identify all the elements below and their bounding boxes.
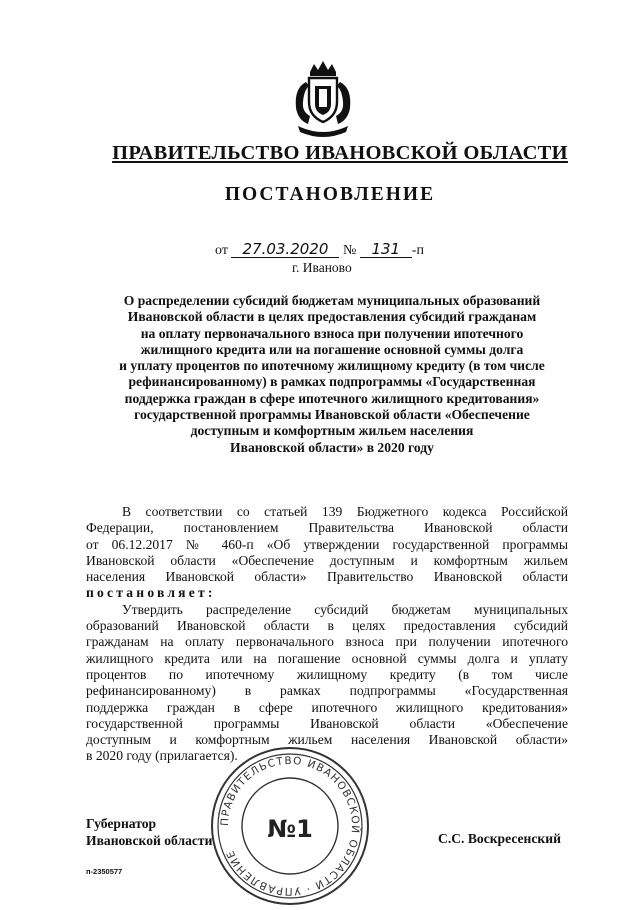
number-sign: № (342, 243, 357, 258)
government-title: ПРАВИТЕЛЬСТВО ИВАНОВСКОЙ ОБЛАСТИ (112, 142, 568, 164)
subject-line: Ивановской области в целях предоставления субсидий гражданам (127, 309, 537, 325)
official-stamp-icon (206, 742, 374, 910)
decision-line: образований Ивановской области в целях предоставления субсидий (86, 618, 568, 634)
document-number: 131 (360, 241, 412, 258)
signer-position-line: Губернатор (86, 816, 157, 831)
document-type: ПОСТАНОВЛЕНИЕ (224, 184, 436, 205)
decision-line: в 2020 году (прилагается). (86, 748, 238, 764)
subject-line: О распределении субсидий бюджетам муниципальных образований (123, 293, 541, 308)
date-number-line (215, 241, 424, 259)
subject-line: жилищного кредита или на погашение основной суммы долга (140, 341, 524, 357)
subject-line: поддержка граждан в сфере ипотечного жилищного кредитования» (124, 390, 540, 406)
preamble-line: от 06.12.2017 № 460-п «Об утверждении государственной программы (86, 536, 568, 552)
signer-position (86, 815, 212, 849)
subject-line: на оплату первоначального взноса при получении ипотечного (140, 325, 524, 341)
decision-line: доступным и комфортным жильем населения Ивановской области» (86, 732, 568, 748)
resolves-word: постановляет: (86, 585, 216, 601)
document-date: 27.03.2020 (231, 241, 339, 258)
preamble-line: населения Ивановской области» Правительство Ивановской области (86, 569, 568, 585)
subject-line: государственной программы Ивановской области «Обеспечение (134, 407, 530, 423)
date-prefix: от (215, 243, 228, 258)
preamble-line: Ивановской области «Обеспечение доступным и комфортным жильем (86, 552, 568, 568)
decision-line: рефинансированному) в рамках подпрограммы «Государственная (86, 683, 568, 699)
subject-line: и уплату процентов по ипотечному жилищному кредиту (в том числе (119, 358, 545, 374)
subject-line: рефинансированному) в рамках подпрограммы «Государственная (128, 374, 536, 390)
preamble-line: Федерации, постановлением Правительства Ивановской области (86, 520, 568, 536)
decision-line: процентов по ипотечному жилищному кредиту (в том числе (86, 666, 568, 682)
stamp-number: №1 (267, 815, 313, 843)
signer-position-line: Ивановской области (86, 833, 213, 848)
registration-code: п-2350577 (86, 867, 123, 876)
subject-line: Ивановской области» в 2020 году (230, 439, 434, 455)
decision-line: жилищного кредита или на погашение основной суммы долга и уплату (86, 650, 568, 666)
preamble-line: В соответствии со статьей 139 Бюджетного кодекса Российской (122, 504, 568, 519)
decision-line: Утвердить распределение субсидий бюджетам муниципальных (122, 601, 568, 617)
decision-line: гражданам на оплату первоначального взноса при получении ипотечного (86, 634, 568, 650)
document-subject (78, 293, 586, 456)
document-body (86, 504, 568, 765)
subject-line: доступным и комфортным жильем населения (190, 423, 474, 439)
stamp-ring-text: ПРАВИТЕЛЬСТВО ИВАНОВСКОЙ ОБЛАСТИ · УПРАВЛЕНИЕ (218, 754, 362, 898)
decision-line: поддержка граждан в сфере ипотечного жилищного кредитования» (86, 699, 568, 715)
issue-city: г. Иваново (292, 260, 352, 275)
signer-name: С.С. Воскресенский (438, 831, 561, 846)
coat-of-arms-icon (282, 58, 364, 140)
number-suffix: -п (411, 243, 424, 258)
decision-line: государственной программы Ивановской области «Обеспечение (86, 715, 568, 731)
